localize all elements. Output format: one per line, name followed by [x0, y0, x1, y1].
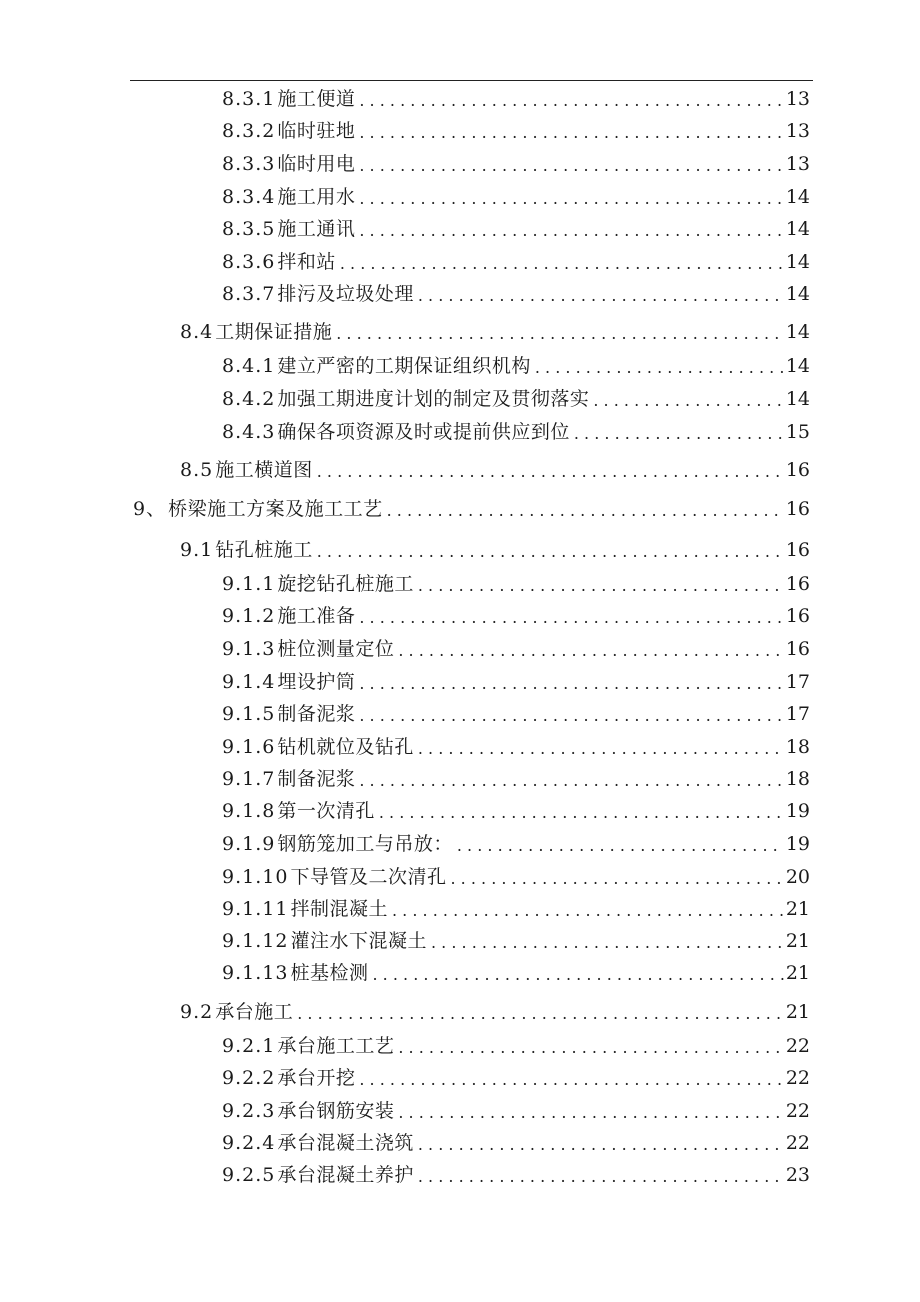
- toc-entry-number: 9.1.3: [222, 638, 276, 660]
- toc-entry-number: 8.3.4: [222, 186, 276, 208]
- toc-entry-number: 9.1.11: [222, 898, 289, 920]
- toc-entry-page-number: 14: [785, 355, 810, 377]
- toc-entry-number: 9.2.2: [222, 1067, 276, 1089]
- toc-entry-title: 建立严密的工期保证组织机构: [277, 355, 531, 377]
- toc-dot-leader: [359, 673, 783, 695]
- toc-entry-title: 承台混凝土浇筑: [277, 1132, 414, 1154]
- toc-entry-title: 临时驻地: [277, 120, 356, 142]
- toc-entry[interactable]: [222, 734, 810, 760]
- toc-entry[interactable]: [222, 636, 810, 662]
- toc-dot-leader: [398, 640, 783, 662]
- toc-entry-title: 钻孔桩施工: [215, 539, 313, 561]
- toc-entry-number: 8.3.5: [222, 218, 276, 240]
- toc-entry-title: 承台混凝土养护: [277, 1164, 414, 1186]
- toc-entry-number: 9.2.5: [222, 1164, 276, 1186]
- toc-dot-leader: [359, 155, 783, 177]
- toc-entry-title: 拌和站: [277, 251, 336, 273]
- toc-entry-title: 埋设护筒: [277, 671, 356, 693]
- toc-entry[interactable]: [222, 960, 810, 986]
- toc-entry-title: 施工准备: [277, 605, 356, 627]
- toc-entry-title: 旋挖钻孔桩施工: [277, 573, 414, 595]
- toc-entry-page-number: 14: [785, 218, 810, 240]
- toc-entry[interactable]: [222, 766, 810, 792]
- toc-dot-leader: [418, 285, 784, 307]
- toc-entry-number: 9.1.6: [222, 736, 276, 758]
- toc-entry-page-number: 17: [785, 671, 810, 693]
- toc-entry-page-number: 13: [785, 153, 810, 175]
- toc-entry-page-number: 19: [785, 800, 810, 822]
- toc-entry-page-number: 16: [785, 573, 810, 595]
- toc-entry[interactable]: [222, 603, 810, 629]
- toc-entry-title: 承台施工工艺: [277, 1035, 395, 1057]
- toc-entry-title: 加强工期进度计划的制定及贯彻落实: [277, 388, 590, 410]
- toc-dot-leader: [457, 835, 784, 857]
- toc-dot-leader: [418, 575, 784, 597]
- toc-entry-number: 8.4.2: [222, 388, 276, 410]
- toc-entry[interactable]: [222, 896, 810, 922]
- toc-entry-title: 制备泥浆: [277, 768, 356, 790]
- toc-entry-title: 确保各项资源及时或提前供应到位: [277, 421, 570, 443]
- toc-dot-leader: [359, 705, 783, 727]
- toc-entry-number: 9.2: [180, 1001, 214, 1023]
- toc-dot-leader: [372, 964, 783, 986]
- toc-dot-leader: [535, 357, 784, 379]
- toc-entry-page-number: 17: [785, 703, 810, 725]
- toc-entry-number: 9.1.2: [222, 605, 276, 627]
- toc-entry-number: 8.3.1: [222, 88, 276, 110]
- toc-entry-page-number: 15: [785, 421, 810, 443]
- toc-dot-leader: [418, 738, 784, 760]
- toc-entry-number: 9.1.7: [222, 768, 276, 790]
- toc-entry-page-number: 21: [785, 1001, 810, 1023]
- toc-entry-title: 制备泥浆: [277, 703, 356, 725]
- toc-entry-number: 9.1.1: [222, 573, 276, 595]
- toc-entry-number: 9.1.5: [222, 703, 276, 725]
- toc-dot-leader: [359, 188, 783, 210]
- toc-entry[interactable]: [222, 386, 810, 412]
- toc-entry-page-number: 16: [785, 638, 810, 660]
- toc-entry-page-number: 22: [785, 1132, 810, 1154]
- toc-dot-leader: [431, 932, 784, 954]
- toc-entry-number: 8.3.6: [222, 251, 276, 273]
- toc-entry[interactable]: [222, 1098, 810, 1124]
- toc-dot-leader: [297, 1003, 784, 1025]
- toc-dot-leader: [593, 390, 783, 412]
- toc-dot-leader: [398, 1037, 783, 1059]
- toc-dot-leader: [359, 220, 783, 242]
- toc-entry-page-number: 16: [785, 539, 810, 561]
- toc-entry[interactable]: [222, 1065, 810, 1091]
- toc-entry-page-number: 14: [785, 283, 810, 305]
- toc-entry[interactable]: [222, 864, 810, 890]
- toc-dot-leader: [450, 868, 783, 890]
- toc-entry-number: 8.3.3: [222, 153, 276, 175]
- toc-entry[interactable]: [222, 1130, 810, 1156]
- toc-entry-title: 工期保证措施: [215, 321, 333, 343]
- toc-dot-leader: [340, 253, 784, 275]
- toc-entry-page-number: 20: [785, 866, 810, 888]
- toc-entry-number: 8.4.1: [222, 355, 276, 377]
- toc-entry[interactable]: [222, 1033, 810, 1059]
- toc-entry[interactable]: [180, 537, 810, 563]
- toc-entry-page-number: 22: [785, 1100, 810, 1122]
- toc-entry[interactable]: [222, 571, 810, 597]
- toc-entry-title: 灌注水下混凝土: [290, 930, 427, 952]
- toc-entry[interactable]: [222, 701, 810, 727]
- toc-dot-leader: [359, 770, 783, 792]
- toc-entry-page-number: 18: [785, 768, 810, 790]
- toc-entry-title: 桥梁施工方案及施工工艺: [168, 498, 383, 520]
- toc-entry-number: 9.1.9: [222, 833, 276, 855]
- toc-entry-number: 9、: [133, 498, 167, 520]
- toc-entry-title: 桩位测量定位: [277, 638, 395, 660]
- toc-entry-title: 临时用电: [277, 153, 356, 175]
- toc-dot-leader: [336, 323, 784, 345]
- toc-entry-page-number: 21: [785, 930, 810, 952]
- toc-entry[interactable]: [222, 86, 810, 112]
- toc-entry[interactable]: [222, 151, 810, 177]
- toc-entry-title: 施工便道: [277, 88, 356, 110]
- toc-entry[interactable]: [222, 281, 810, 307]
- toc-dot-leader: [392, 900, 784, 922]
- toc-entry-number: 8.4: [180, 321, 214, 343]
- toc-dot-leader: [418, 1166, 784, 1188]
- toc-entry[interactable]: [222, 831, 810, 857]
- toc-entry-title: 承台施工: [215, 1001, 294, 1023]
- header-rule: [130, 80, 813, 81]
- toc-entry[interactable]: [180, 457, 810, 483]
- toc-dot-leader: [379, 802, 784, 824]
- toc-dot-leader: [317, 541, 784, 563]
- toc-entry[interactable]: [222, 216, 810, 242]
- toc-dot-leader: [574, 423, 784, 445]
- toc-entry-title: 承台开挖: [277, 1067, 356, 1089]
- toc-dot-leader: [398, 1102, 783, 1124]
- toc-entry-number: 9.1: [180, 539, 214, 561]
- toc-entry-page-number: 14: [785, 251, 810, 273]
- toc-entry-number: 8.3.2: [222, 120, 276, 142]
- toc-entry[interactable]: [222, 184, 810, 210]
- toc-entry-title: 桩基检测: [290, 962, 369, 984]
- toc-dot-leader: [359, 122, 783, 144]
- toc-entry-title: 施工用水: [277, 186, 356, 208]
- toc-entry-number: 9.1.13: [222, 962, 289, 984]
- toc-dot-leader: [317, 461, 784, 483]
- toc-entry-page-number: 16: [785, 605, 810, 627]
- toc-entry-page-number: 16: [785, 459, 810, 481]
- toc-dot-leader: [359, 90, 783, 112]
- toc-entry-title: 承台钢筋安装: [277, 1100, 395, 1122]
- toc-entry-page-number: 14: [785, 186, 810, 208]
- toc-entry[interactable]: [222, 1162, 810, 1188]
- toc-entry-title: 拌制混凝土: [290, 898, 388, 920]
- toc-entry-page-number: 19: [785, 833, 810, 855]
- toc-entry-title: 钢筋笼加工与吊放：: [277, 833, 453, 855]
- toc-entry[interactable]: [222, 353, 810, 379]
- toc-entry-title: 第一次清孔: [277, 800, 375, 822]
- toc-entry[interactable]: [222, 928, 810, 954]
- toc-entry-title: 钻机就位及钻孔: [277, 736, 414, 758]
- toc-dot-leader: [359, 607, 783, 629]
- toc-entry-page-number: 18: [785, 736, 810, 758]
- toc-entry-number: 8.5: [180, 459, 214, 481]
- toc-entry[interactable]: [222, 419, 810, 445]
- toc-entry-page-number: 21: [785, 898, 810, 920]
- toc-entry-page-number: 23: [785, 1164, 810, 1186]
- toc-entry-title: 施工通讯: [277, 218, 356, 240]
- toc-entry-number: 9.2.4: [222, 1132, 276, 1154]
- toc-entry[interactable]: [222, 118, 810, 144]
- toc-entry-page-number: 14: [785, 321, 810, 343]
- toc-entry-title: 施工横道图: [215, 459, 313, 481]
- toc-dot-leader: [359, 1069, 783, 1091]
- toc-entry[interactable]: [222, 249, 810, 275]
- toc-entry-page-number: 14: [785, 388, 810, 410]
- toc-dot-leader: [418, 1134, 784, 1156]
- toc-entry-number: 9.1.8: [222, 800, 276, 822]
- toc-entry-number: 8.4.3: [222, 421, 276, 443]
- toc-entry-number: 9.1.12: [222, 930, 289, 952]
- toc-entry[interactable]: [180, 999, 810, 1025]
- toc-entry-number: 8.3.7: [222, 283, 276, 305]
- toc-entry-page-number: 22: [785, 1067, 810, 1089]
- toc-entry-page-number: 13: [785, 120, 810, 142]
- toc-entry-title: 排污及垃圾处理: [277, 283, 414, 305]
- toc-entry-title: 下导管及二次清孔: [290, 866, 447, 888]
- toc-dot-leader: [387, 500, 784, 522]
- toc-entry-number: 9.2.1: [222, 1035, 276, 1057]
- toc-entry-page-number: 22: [785, 1035, 810, 1057]
- toc-entry-number: 9.2.3: [222, 1100, 276, 1122]
- toc-entry[interactable]: [133, 496, 810, 522]
- toc-entry-page-number: 13: [785, 88, 810, 110]
- toc-entry-page-number: 16: [785, 498, 810, 520]
- toc-entry-number: 9.1.10: [222, 866, 289, 888]
- toc-entry[interactable]: [222, 798, 810, 824]
- toc-entry[interactable]: [180, 319, 810, 345]
- toc-entry[interactable]: [222, 669, 810, 695]
- toc-entry-number: 9.1.4: [222, 671, 276, 693]
- toc-entry-page-number: 21: [785, 962, 810, 984]
